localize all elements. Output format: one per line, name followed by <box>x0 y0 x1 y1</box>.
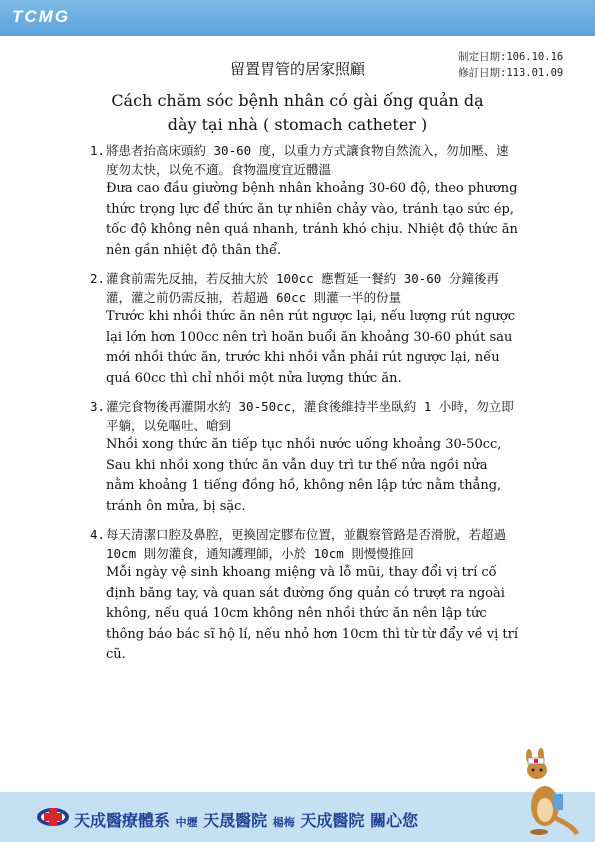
item-number: 1. <box>90 143 106 158</box>
title-vietnamese <box>60 89 535 137</box>
created-date: 制定日期:106.10.16 <box>458 51 564 63</box>
item-chinese-text: 灌完食物後再灌開水約 30-50cc，灌食後維持半坐臥約 1 小時，勿立即平躺，以免嘔吐、嗆到 <box>106 399 514 433</box>
header-bar <box>0 0 595 36</box>
item-vietnamese-text: Nhồi xong thức ăn tiếp tục nhồi nước uống khoảng 30-50cc, Sau khi nhồi xong thức ăn vẫn duy trì tư thế nửa ngồi nửa nằm khoảng 1 tiếng đồng hồ, không nên lập tức nằm thẳng, tránh ôn mửa, bị sặc. <box>106 437 502 514</box>
item-vietnamese-text: Mỗi ngày vệ sinh khoang miệng và lỗ mũi, thay đổi vị trí cố định băng tay, và quan sát đường ống quản có trượt ra ngoài không, nếu quá 10cm không nên nhồi thức ăn nên lập tức thông báo bác sĩ hộ lí, nếu nhỏ hơn 10cm thì từ từ đẩy về vị trí cũ. <box>106 565 519 662</box>
footer-text <box>74 808 418 831</box>
title-vi-line2: dày tại nhà ( stomach catheter ) <box>167 115 428 134</box>
item-chinese-text: 灌食前需先反抽，若反抽大於 100cc 應暫延一餐約 30-60 分鐘後再灌，灌之前仍需反抽，若超過 60cc 則灌一半的份量 <box>106 271 499 305</box>
footer-location-1: 中壢 <box>175 816 198 829</box>
kangaroo-nurse-mascot-icon <box>515 748 581 836</box>
instruction-item-4 <box>90 525 520 666</box>
title-chinese: 留置胃管的居家照顧 <box>229 60 365 78</box>
item-chinese-text: 將患者抬高床頭約 30-60 度，以重力方式讓食物自然流入，勿加壓、速度勿太快，以免不適。食物溫度宜近體溫 <box>106 143 509 177</box>
footer-location-2: 楊梅 <box>272 816 295 829</box>
footer-system: 天成醫療體系 <box>74 811 171 830</box>
instruction-item-1 <box>90 141 520 261</box>
item-number: 3. <box>90 399 106 414</box>
footer-slogan: 關心您 <box>369 811 418 830</box>
item-number: 2. <box>90 271 106 286</box>
tcmg-logo: TCMG <box>12 7 71 26</box>
item-vietnamese-text: Trước khi nhồi thức ăn nên rút ngược lại, nếu lượng rút ngược lại lớn hơn 100cc nên trì hoãn buổi ăn khoảng 30-60 phút sau mới nhồi thức ăn, trước khi nhồi vẫn phải rút ngược lại, nếu quá 60cc thì chỉ nhồi một nửa lượng thức ăn. <box>106 309 515 386</box>
instruction-list <box>90 141 520 674</box>
hospital-cross-logo-icon <box>36 803 70 831</box>
revised-date: 修訂日期:113.01.09 <box>458 67 564 79</box>
footer-hospital-2: 天成醫院 <box>300 811 365 830</box>
instruction-item-3 <box>90 397 520 517</box>
item-vietnamese-text: Đưa cao đầu giường bệnh nhân khoảng 30-60 độ, theo phương thức trọng lực để thức ăn tự nhiên chảy vào, tránh tạo sức ép, tốc độ không nên quá nhanh, tránh khó chịu. Nhiệt độ thức ăn nên gần nhiệt độ thân thể. <box>106 181 518 258</box>
instruction-item-2 <box>90 269 520 389</box>
footer-hospital-1: 天晟醫院 <box>203 811 268 830</box>
item-number: 4. <box>90 527 106 542</box>
item-chinese-text: 每天清潔口腔及鼻腔，更換固定膠布位置，並觀察管路是否滑脫，若超過 10cm 則勿灌食，通知護理師，小於 10cm 則慢慢推回 <box>106 527 507 561</box>
title-vi-line1: Cách chăm sóc bệnh nhân có gài ống quản dạ <box>111 91 484 110</box>
